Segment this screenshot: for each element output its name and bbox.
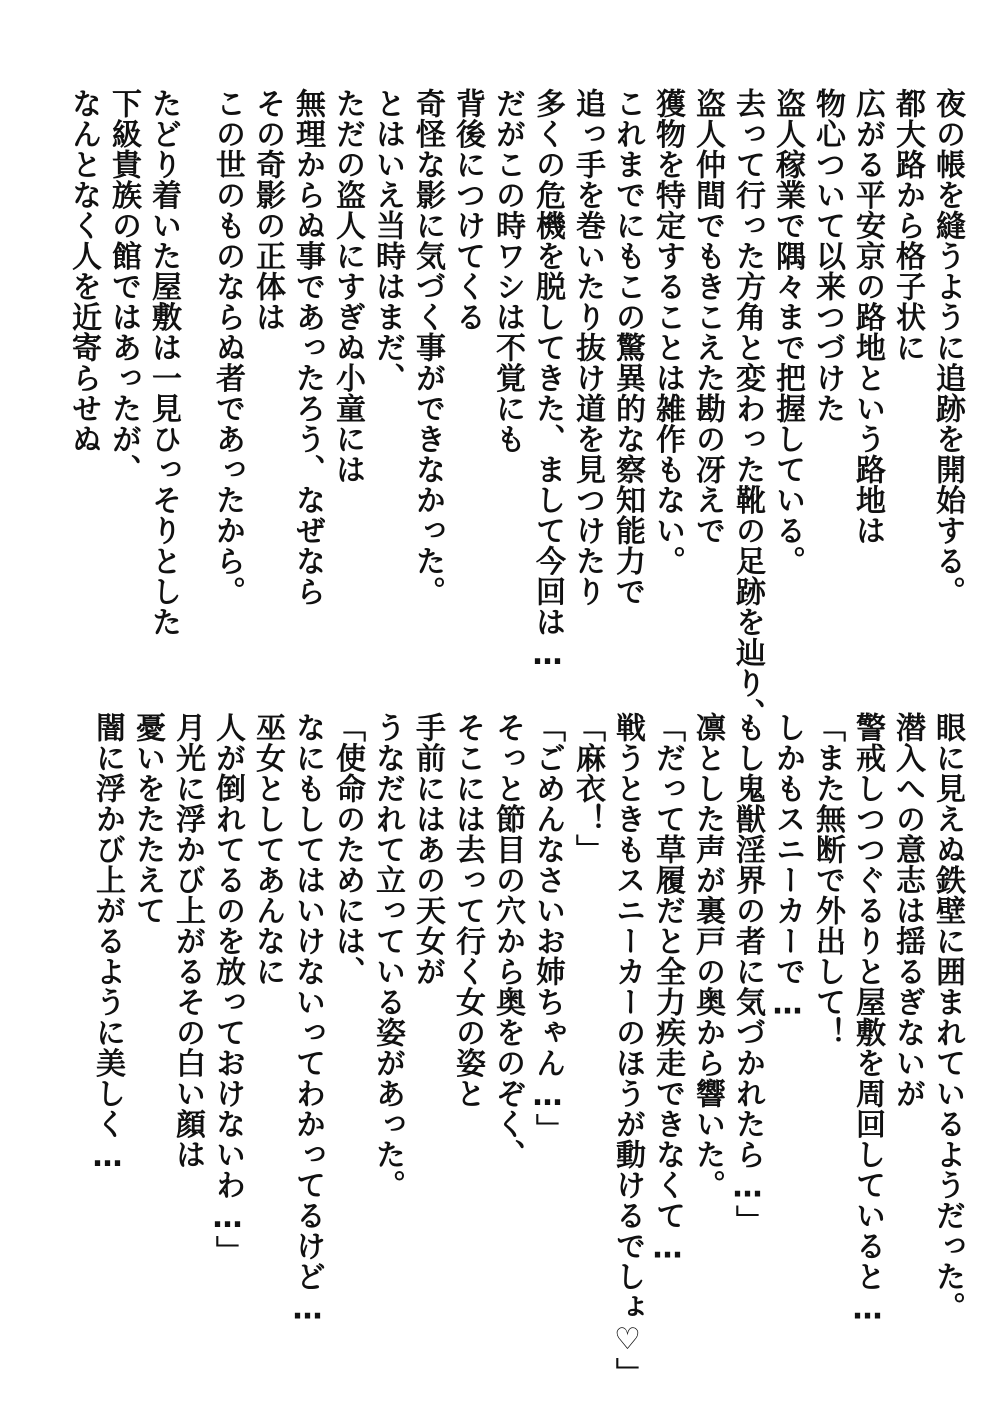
text-column: 夜の帳を縫うように追跡を開始する。: [930, 88, 965, 607]
text-column: 巫女としてあんなに: [250, 712, 285, 987]
text-column: とはいえ当時はまだ、: [370, 88, 405, 393]
text-column: これまでにもこの驚異的な察知能力で: [610, 88, 645, 607]
text-column: ただの盗人にすぎぬ小童には: [330, 88, 365, 485]
text-column: 下級貴族の館ではあったが、: [106, 88, 141, 485]
text-column: 「また無断で外出して！: [810, 712, 845, 1048]
text-column: そこには去って行く女の姿と: [450, 712, 485, 1109]
text-column: 多くの危機を脱してきた、まして今回は…: [530, 88, 565, 673]
text-column: 「だって草履だと全力疾走できなくて…: [650, 712, 685, 1266]
text-column: 潜入への意志は揺るぎないが: [890, 712, 925, 1109]
text-column: 背後につけてくる: [450, 88, 485, 332]
text-column: 奇怪な影に気づく事ができなかった。: [410, 88, 445, 607]
text-column: うなだれて立っている姿があった。: [370, 712, 405, 1200]
text-column: 手前にはあの天女が: [410, 712, 445, 987]
text-column: 警戒しつつぐるりと屋敷を周回していると…: [850, 712, 885, 1327]
text-column: 獲物を特定することは雑作もない。: [650, 88, 685, 576]
text-column: なにもしてはいけないってわかってるけど…: [290, 712, 325, 1327]
text-column: 人が倒れてるのを放っておけないわ…」: [210, 712, 245, 1266]
text-column: 去って行った方角と変わった靴の足跡を辿り、: [730, 88, 765, 729]
text-column: なんとなく人を近寄らせぬ: [66, 88, 101, 454]
text-column: 追っ手を巻いたり抜け道を見つけたり: [570, 88, 605, 607]
text-column: 「麻衣！」: [570, 712, 605, 865]
text-column: 闇に浮かび上がるように美しく…: [90, 712, 125, 1175]
narration-block-top-right: [202, 88, 965, 729]
text-column: たどり着いた屋敷は一見ひっそりとした: [146, 88, 181, 637]
text-column: 広がる平安京の路地という路地は: [850, 88, 885, 546]
text-column: 物心ついて以来つづけた: [810, 88, 845, 424]
text-column: もし鬼獣淫界の者に気づかれたら…」: [730, 712, 765, 1236]
text-column: 無理からぬ事であったろう、なぜなら: [290, 88, 325, 607]
text-column: 凛とした声が裏戸の奥から響いた。: [690, 712, 725, 1200]
text-column: 眼に見えぬ鉄壁に囲まれているようだった。: [930, 712, 965, 1322]
narration-block-bottom: [82, 712, 965, 1388]
text-column: 「使命のためには、: [330, 712, 365, 987]
text-column: その奇影の正体は: [250, 88, 285, 332]
text-column: 盗人稼業で隅々まで把握している。: [770, 88, 805, 576]
text-column: 盗人仲間でもきこえた勘の冴えで: [690, 88, 725, 546]
text-column: 戦うときもスニーカーのほうが動けるでしょ♡」: [610, 712, 645, 1388]
text-column: 月光に浮かび上がるその白い顔は: [170, 712, 205, 1170]
text-column: 都大路から格子状に: [890, 88, 925, 363]
text-column: だがこの時ワシは不覚にも: [490, 88, 525, 454]
text-column: 「ごめんなさいお姉ちゃん…」: [530, 712, 565, 1144]
narration-block-top-left: [58, 88, 181, 637]
text-column: そっと節目の穴から奥をのぞく、: [490, 712, 525, 1170]
text-column: しかもスニーカーで…: [770, 712, 805, 1022]
text-column: 憂いをたたえて: [130, 712, 165, 926]
text-column: この世のものならぬ者であったから。: [210, 88, 245, 607]
